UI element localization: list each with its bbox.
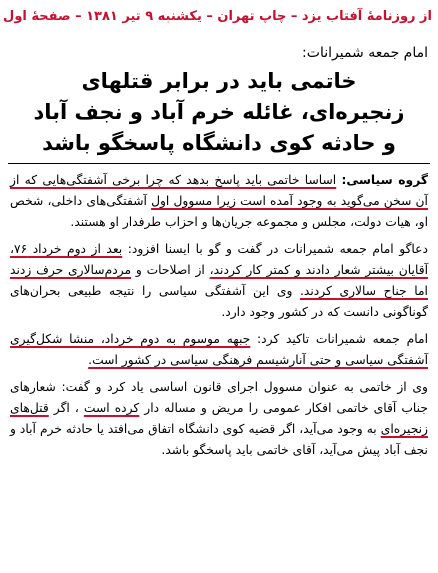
text-segment: به وجود می‌آید، اگر قضیه کوی دانشگاه اتفاق می‌افتد یا حادثه خرم آباد و نجف آباد پیش می‌آید، آقای خاتمی باید پاسخگو باشد.	[10, 422, 428, 457]
text-segment: امام جمعه شمیرانات تاکید کرد:	[250, 332, 428, 346]
text-segment: ، اگر	[48, 401, 79, 415]
divider	[8, 163, 430, 164]
headline	[6, 66, 432, 159]
kicker: امام جمعه شمیرانات:	[302, 45, 428, 61]
text-segment: قتل‌های زنجیره‌ای	[10, 401, 428, 436]
text-segment: وی این آشفتگی سیاسی را نتیجه طبیعی بحران‌های گوناگونی دانست که در کشور وجود دارد.	[10, 284, 428, 319]
paragraph-lead: گروه سیاسی:	[341, 173, 428, 187]
text-segment: دعاگو امام جمعه شمیرانات در گفت و گو با ایسنا افزود:	[122, 242, 428, 256]
paragraph	[10, 329, 428, 371]
headline-line-2: زنجیره‌ای، غائله خرم آباد و نجف آباد	[33, 100, 405, 124]
text-segment: مردم‌سالاری حرف زدند اما جناح سالاری کردند.	[10, 263, 428, 298]
paragraph	[10, 170, 428, 233]
paragraph	[10, 239, 428, 323]
text-segment: وی از خاتمی به عنوان مسوول اجرای قانون اساسی یاد کرد و گفت: شعارهای جناب آقای خاتمی افکار عمومی را مریض و مساله دار	[10, 380, 428, 415]
text-segment: بعد از دوم خرداد ۷۶، آقایان بیشتر شعار دادند و کمتر کار کردند،	[10, 242, 428, 277]
text-segment: آشفتگی‌هایی که از آن سخن می‌گوید به وجود آمده است زیرا مسوول اول	[10, 173, 428, 208]
text-segment: آشفتگی‌های داخلی، شخص او، هیات دولت، مجلس و مجموعه جریان‌ها و احزاب طرفدار او هستند.	[10, 194, 428, 229]
headline-line-3: و حادثه کوی دانشگاه پاسخگو باشد	[42, 131, 396, 155]
text-segment: جبهه موسوم به دوم خرداد، منشا شکل‌گیری آشفتگی سیاسی و حتی آنارشیسم فرهنگی سیاسی در کشور است.	[10, 332, 428, 367]
paragraph	[10, 377, 428, 461]
text-segment: اساسا خاتمی باید پاسخ بدهد که چرا برخی	[106, 173, 337, 187]
headline-line-1: خاتمی باید در برابر قتلهای	[81, 69, 357, 93]
text-segment: از اصلاحات و	[131, 263, 205, 277]
text-segment: کرده است	[83, 401, 140, 415]
article-body	[10, 170, 428, 461]
source-line: از روزنامهٔ آفتاب یزد – چاپ تهران – یکشنبه ۹ تیر ۱۳۸۱ – صفحهٔ اول	[3, 9, 432, 24]
